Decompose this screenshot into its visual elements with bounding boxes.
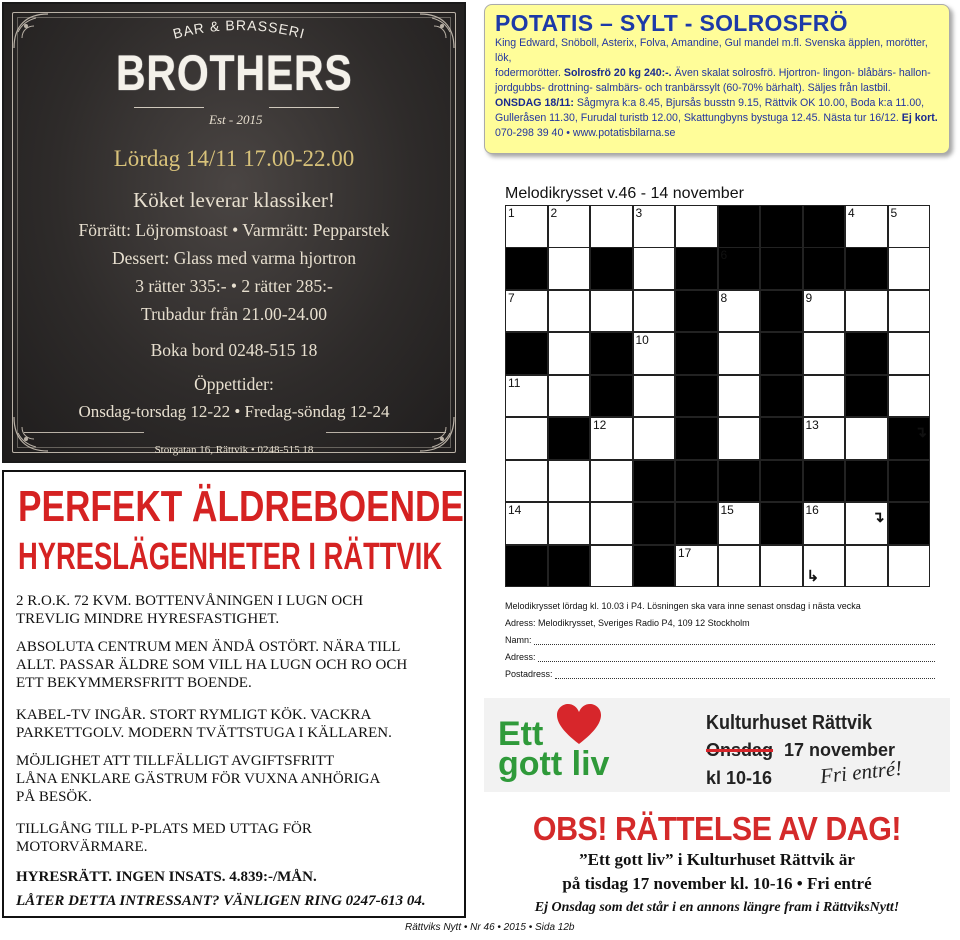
crossword-black-cell [590, 332, 633, 375]
potatis-text [495, 36, 939, 141]
crossword-black-cell [590, 375, 633, 418]
crossword-cell[interactable] [888, 290, 931, 333]
clue-number: 8 [720, 290, 728, 305]
crossword-cell[interactable] [505, 417, 548, 460]
crossword-black-cell [845, 332, 888, 375]
divider-line [326, 432, 446, 433]
crossword-black-cell [675, 417, 718, 460]
clue-number: 10 [635, 333, 649, 348]
opening-label: Öppettider: [194, 374, 274, 394]
clue-number: 15 [720, 503, 734, 518]
opening-hours: Onsdag-torsdag 12-22 • Fredag-söndag 12-24 [78, 402, 390, 421]
clue-arrow-icon: ↴ [872, 509, 885, 527]
crossword-black-cell [633, 545, 676, 588]
clue-number: 12 [593, 418, 607, 433]
ad-paragraph: TILLGÅNG TILL P-PLATS MED UTTAG FÖR MOTORVÄRMARE. [16, 821, 312, 855]
crossword-cell[interactable] [548, 332, 591, 375]
crossword-black-cell [760, 290, 803, 333]
menu-line: Förrätt: Löjromstoast • Varmrätt: Pepparstek [78, 220, 390, 240]
crossword-black-cell [675, 460, 718, 503]
crossword-cell[interactable] [845, 545, 888, 588]
crossword-cell[interactable] [888, 247, 931, 290]
crossword-black-cell [760, 460, 803, 503]
trubadur-line: Trubadur från 21.00-24.00 [141, 304, 327, 324]
clue-number: 16 [805, 503, 819, 518]
crossword-black-cell [803, 460, 846, 503]
ad-subheading: HYRESLÄGENHETER I RÄTTVIK [18, 536, 443, 578]
crossword-black-cell [888, 502, 931, 545]
crossword-cell[interactable] [505, 460, 548, 503]
crossword-black-cell [548, 545, 591, 588]
clue-number: 7 [508, 290, 515, 305]
crossword-cell[interactable] [633, 290, 676, 333]
menu-line: Dessert: Glass med varma hjortron [112, 248, 356, 268]
venue: Kulturhuset Rättvik [706, 712, 873, 734]
ad-contact: LÅTER DETTA INTRESSANT? VÄNLIGEN RING 0247-613 04. [16, 893, 426, 909]
established-text: Est - 2015 [209, 112, 263, 127]
crossword-black-cell [675, 290, 718, 333]
crossword-black-cell [718, 205, 761, 248]
clue-number: 17 [678, 545, 692, 560]
clue-arrow-icon: ↳ [806, 567, 820, 585]
crossword-black-cell [760, 375, 803, 418]
crossword-cell[interactable] [718, 375, 761, 418]
crossword-cell[interactable] [718, 545, 761, 588]
tagline-arc [154, 16, 324, 44]
clue-number: 11 [508, 375, 521, 390]
crossword-cell[interactable] [803, 375, 846, 418]
address: Storgatan 16, Rättvik • 0248-515 18 [154, 444, 314, 456]
ad-paragraph: MÖJLIGHET ATT TILLFÄLLIGT AVGIFTSFRITT LÅNA ENKLARE GÄSTRUM FÖR VUXNA ANHÖRIGA PÅ BESÖK. [16, 753, 381, 805]
ad-paragraph: KABEL-TV INGÅR. STORT RYMLIGT KÖK. VACKRA PARKETTGOLV. MODERN TVÄTTSTUGA I KÄLLAREN. [16, 707, 392, 741]
price-line: 3 rätter 335:- • 2 rätter 285:- [135, 276, 333, 296]
clue-number: 14 [508, 503, 522, 518]
crossword-black-cell [590, 247, 633, 290]
crossword-cell[interactable] [718, 332, 761, 375]
clue-number: 1 [508, 206, 515, 220]
page-footer: Rättviks Nytt • Nr 46 • 2015 • Sida 12b [405, 922, 575, 933]
crossword-title: Melodikrysset v.46 - 14 november [505, 185, 744, 202]
postal-address-field[interactable]: Postadress: [505, 666, 935, 683]
potatis-line: fodermorötter. Solrosfrö 20 kg 240:-. Även skalat solrosfrö. Hjortron- lingon- blåbärs- hallon- [495, 67, 931, 79]
crossword-black-cell [803, 205, 846, 248]
brothers-ad [2, 2, 466, 463]
crossword-black-cell [845, 375, 888, 418]
potatis-contact: 070-298 39 40 • www.potatisbilarna.se [495, 127, 676, 139]
crossword-black-cell [505, 247, 548, 290]
brand-name: BROTHERS [115, 45, 353, 101]
logo-word: Ett [498, 715, 544, 753]
crossword-black-cell [548, 417, 591, 460]
crossword-cell[interactable] [590, 460, 633, 503]
obs-line: ”Ett gott liv” i Kulturhuset Rättvik är [579, 850, 855, 869]
crossword-cell[interactable] [548, 375, 591, 418]
crossword-cell[interactable] [845, 290, 888, 333]
crossword-address: Adress: Melodikrysset, Sveriges Radio P4, 109 12 Stockholm [505, 618, 750, 628]
crossword-black-cell [803, 247, 846, 290]
booking-phone: Boka bord 0248-515 18 [150, 340, 318, 360]
crossword-black-cell [675, 375, 718, 418]
crossword-black-cell [888, 460, 931, 503]
crossword-cell[interactable] [633, 417, 676, 460]
crossword-black-cell [505, 545, 548, 588]
crossword-cell[interactable] [675, 205, 718, 248]
clue-number: 9 [805, 290, 813, 305]
tagline-text: BAR & BRASSERI [171, 16, 307, 42]
crossword-cell[interactable] [548, 247, 591, 290]
crossword-cell[interactable] [803, 332, 846, 375]
free-entry: Fri entré! [818, 755, 904, 789]
crossword-cell[interactable] [590, 290, 633, 333]
crossword-cell[interactable] [590, 502, 633, 545]
potatis-line: King Edward, Snöboll, Asterix, Folva, Amandine, Gul mandel m.fl. Svenska äpplen, morötter, lök, [495, 37, 928, 64]
divider-line [24, 432, 144, 433]
headline: Köket leverar klassiker! [133, 188, 335, 212]
crossword-cell[interactable] [633, 375, 676, 418]
obs-line: på tisdag 17 november kl. 10-16 • Fri entré [562, 874, 872, 893]
divider-line [134, 107, 204, 108]
obs-heading: OBS! RÄTTELSE AV DAG! [532, 810, 902, 847]
crossword-cell[interactable] [845, 417, 888, 460]
clue-number: 13 [805, 418, 819, 433]
crossword-cell[interactable] [888, 332, 931, 375]
crossword-cell[interactable] [888, 545, 931, 588]
ett-gott-liv-ad [484, 698, 950, 792]
divider-line [269, 107, 339, 108]
clue-number: 4 [848, 206, 855, 220]
crossword-black-cell [675, 502, 718, 545]
heart-icon [556, 704, 602, 746]
potatis-schedule: Gulleråsen 11.30, Furudal turistb 12.00, Skattungbyns bystuga 12.45. Nästa tur 16/12. Ej kort. [495, 112, 938, 124]
crossword-black-cell [505, 332, 548, 375]
crossword-black-cell [760, 205, 803, 248]
crossword-info [505, 598, 935, 683]
crossword-cell[interactable] [633, 247, 676, 290]
logo-word: gott liv [498, 745, 610, 783]
crossword-black-cell [760, 417, 803, 460]
ad-price: HYRESRÄTT. INGEN INSATS. 4.839:-/MÅN. [16, 869, 317, 885]
crossword-cell[interactable] [548, 502, 591, 545]
crossword-cell[interactable] [590, 205, 633, 248]
crossword-black-cell [675, 332, 718, 375]
crossword-cell[interactable] [548, 290, 591, 333]
crossword-cell[interactable] [888, 375, 931, 418]
crossword-black-cell [760, 502, 803, 545]
clue-arrow-icon: ↴ [914, 424, 928, 442]
crossword-black-cell [633, 502, 676, 545]
event-date: Lördag 14/11 17.00-22.00 [113, 146, 355, 171]
clue-number: 6 [720, 248, 728, 263]
potatis-line: jordgubbs- drottning- salmbärs- och tranbärssylt (60-70% bärhalt). Säljes från lastbil. [495, 82, 891, 94]
crossword-black-cell [845, 247, 888, 290]
potatis-ad [484, 4, 950, 154]
crossword-cell[interactable] [718, 417, 761, 460]
crossword-black-cell [845, 460, 888, 503]
perfekt-aldreboende-ad [2, 470, 466, 918]
crossword-black-cell [718, 460, 761, 503]
crossword-black-cell [675, 247, 718, 290]
crossword-cell[interactable] [760, 545, 803, 588]
crossword-black-cell [633, 460, 676, 503]
event-date: 17 november [784, 740, 896, 760]
ad-paragraph: ABSOLUTA CENTRUM MEN ÄNDÅ OSTÖRT. NÄRA TILL ALLT. PASSAR ÄLDRE SOM VILL HA LUGN OCH RO OCH ETT BEKYMMERSFRITT BOENDE. [16, 639, 408, 691]
potatis-schedule: ONSDAG 18/11: Sågmyra k:a 8.45, Bjursås busstn 9.15, Rättvik OK 10.00, Boda k:a 11.00, [495, 97, 925, 109]
crossword-cell[interactable] [548, 460, 591, 503]
obs-note: Ej Onsdag som det står i en annons längre fram i RättviksNytt! [534, 900, 900, 915]
ad-heading: PERFEKT ÄLDREBOENDE [18, 482, 464, 531]
crossword-black-cell [760, 247, 803, 290]
crossword-instructions: Melodikrysset lördag kl. 10.03 i P4. Lösningen ska vara inne senast onsdag i nästa vecka [505, 601, 861, 611]
name-field[interactable]: Namn: [505, 632, 935, 649]
event-time: kl 10-16 [706, 768, 773, 788]
clue-number: 2 [550, 206, 558, 220]
address-field[interactable]: Adress: [505, 649, 935, 666]
potatis-title: POTATIS – SYLT - SOLROSFRÖ [495, 10, 848, 36]
clue-number: 3 [635, 206, 643, 220]
crossword-black-cell [760, 332, 803, 375]
struck-day: Onsdag [706, 740, 774, 760]
ad-paragraph: 2 R.O.K. 72 KVM. BOTTENVÅNINGEN I LUGN OCH TREVLIG MINDRE HYRESFASTIGHET. [16, 593, 364, 627]
clue-number: 5 [890, 206, 898, 220]
crossword-cell[interactable] [590, 545, 633, 588]
